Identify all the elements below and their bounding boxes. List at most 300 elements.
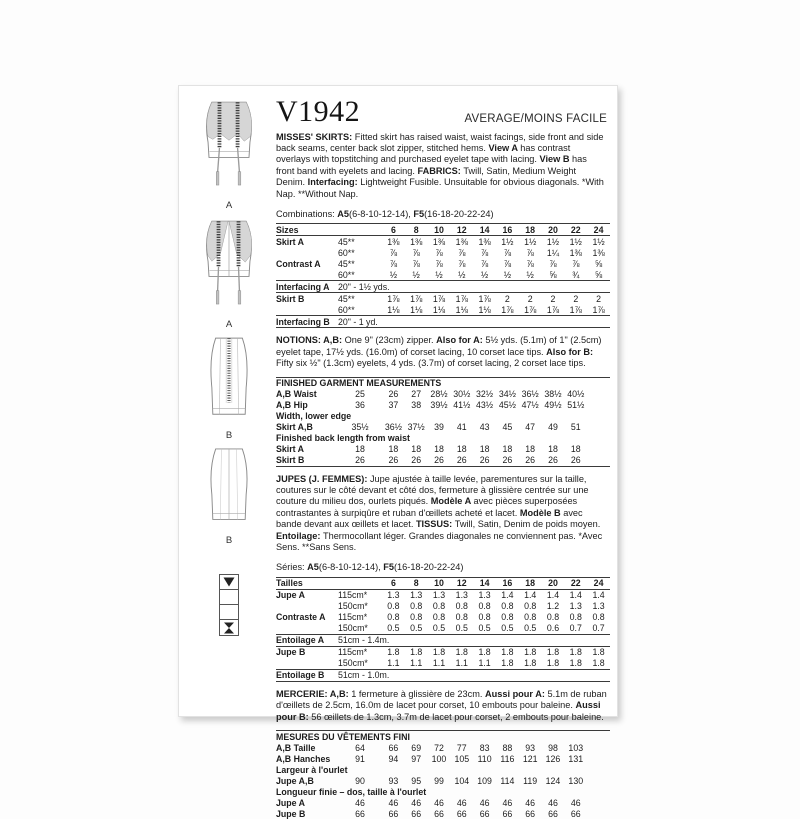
value-cell: 1⅛	[432, 304, 446, 315]
value-cell: 18	[388, 444, 399, 455]
value-cell: 46	[456, 797, 467, 808]
value-cell: 0.8	[569, 612, 582, 623]
spacer-cell	[587, 422, 610, 433]
spacer-cell	[587, 444, 610, 455]
row-label: Skirt A	[276, 444, 305, 455]
text-segment: has contrast overlays with topstitching and purchased eyelet tape with lacing.	[276, 142, 571, 165]
value-cell: 46	[548, 797, 558, 808]
value-cell: 18	[548, 444, 558, 455]
table-row	[276, 731, 610, 743]
value-cell: 114	[500, 775, 515, 786]
size-header-value: 12	[450, 224, 473, 236]
value-cell: 38	[411, 400, 422, 411]
value-cell: 1⅜	[569, 247, 582, 258]
table-row	[276, 304, 610, 316]
value-cell: 1.1	[432, 658, 446, 669]
row-label: Entoilage B	[276, 669, 338, 681]
value-cell: ⅞	[503, 258, 512, 269]
series-line	[276, 562, 607, 573]
value-cell: 0.8	[592, 612, 605, 623]
spacer-cell	[587, 797, 610, 808]
value-cell: 0.5	[524, 623, 537, 634]
value-cell: 0.8	[387, 601, 400, 612]
table-row	[276, 433, 610, 444]
row-label	[276, 304, 338, 316]
value-cell: 0.8	[501, 601, 514, 612]
size-header-value: 6	[382, 224, 405, 236]
text-segment: Thermocollant léger. Grandes diagonales ne conviennent pas. *Avec Sens. **Sans Sens.	[276, 530, 603, 552]
value-cell: ⅞	[412, 247, 420, 258]
value-cell: 2	[496, 293, 519, 305]
text-segment: (16-18-20-22-24)	[393, 562, 464, 573]
value-cell: 26	[548, 455, 558, 466]
row-label: Finished back length from waist	[276, 433, 410, 444]
table-row	[276, 669, 610, 681]
table-row	[276, 786, 610, 797]
value-cell: 18	[434, 444, 444, 455]
table-row	[276, 400, 610, 411]
value-cell: 119	[523, 775, 538, 786]
value-cell: 1⅜	[592, 247, 605, 258]
value-cell: 99	[434, 775, 444, 786]
value-cell: ⅝	[594, 269, 603, 280]
view-a-back-figure	[189, 217, 269, 330]
value-cell: 66	[479, 808, 490, 819]
text-segment: Twill, Satin, Medium Weight Denim.	[276, 165, 577, 188]
value-cell: 46	[434, 797, 444, 808]
value-cell: 2	[587, 293, 610, 305]
header	[276, 95, 607, 128]
value-cell: 66	[411, 808, 422, 819]
value-cell: 32½	[476, 389, 494, 400]
value-cell: 0.6	[546, 623, 560, 634]
value-cell: 38½	[544, 389, 562, 400]
bold-text-segment: Interfacing:	[307, 177, 361, 188]
value-cell: 1.3	[455, 590, 468, 601]
view-a-back-label: A	[225, 319, 233, 330]
value-cell: 27	[411, 389, 422, 400]
value-cell: 51½	[567, 400, 585, 411]
fabric-width-label: 45**	[338, 258, 355, 269]
row-label: Contrast A	[276, 258, 321, 269]
spacer-cell	[587, 455, 610, 467]
table-row	[276, 658, 610, 670]
value-cell: 0.8	[501, 612, 514, 623]
value-cell: ⅞	[458, 258, 466, 269]
row-label: A,B Hip	[276, 400, 308, 411]
text-segment: Séries:	[276, 562, 308, 573]
value-cell: ⅝	[549, 269, 557, 280]
value-cell: 1½	[524, 236, 537, 247]
table-row	[276, 797, 610, 808]
value-cell: 0.8	[387, 612, 400, 623]
notions-paragraph	[276, 335, 607, 369]
row-label: Entoilage A	[276, 634, 338, 646]
row-label: Interfacing B	[276, 316, 338, 328]
view-a-front-figure	[189, 98, 269, 211]
text-segment: has front band with eyelets and lacing.	[276, 154, 587, 176]
value-cell: 66	[388, 742, 399, 753]
value-cell: 124	[545, 775, 561, 786]
view-b-front-label: B	[225, 430, 233, 441]
fabric-width-label: 150cm*	[338, 623, 368, 634]
value-cell: 95	[411, 775, 422, 786]
size-header-value: 24	[587, 224, 610, 236]
value-cell: 34½	[498, 389, 516, 400]
fabric-width-label: 115cm*	[338, 646, 382, 658]
view-a-back-drawing	[189, 217, 269, 313]
value-cell: 47	[525, 422, 536, 433]
value-cell: 0.5	[432, 623, 446, 634]
row-label: Jupe A	[276, 590, 306, 601]
table-row	[276, 577, 610, 589]
value-cell: 18	[570, 444, 581, 455]
value-cell: 1.8	[428, 646, 451, 658]
description-english	[276, 132, 607, 200]
size-header-value: 6	[382, 577, 405, 589]
value-cell: 26	[479, 455, 490, 466]
value-cell: 1⅞	[524, 304, 537, 315]
size-header-value: 20	[542, 224, 565, 236]
value-cell: 45	[502, 422, 513, 433]
value-cell: 1½	[592, 236, 605, 247]
bold-text-segment: Also for B:	[546, 346, 594, 357]
value-cell: 18	[525, 444, 536, 455]
value-cell: 72	[434, 742, 444, 753]
bold-text-segment: View A	[488, 142, 521, 153]
value-cell: 1.8	[519, 646, 542, 658]
value-cell: ⅞	[458, 247, 466, 258]
table-title: MESURES DU VÊTEMENTS FINI	[276, 731, 610, 743]
value-cell: 93	[525, 742, 536, 753]
yardage-table-english	[276, 223, 610, 328]
value-cell: 1⅜	[410, 236, 423, 247]
value-cell: 0.8	[455, 612, 468, 623]
value-cell: 1⅞	[569, 304, 582, 315]
value-cell: ½	[480, 269, 489, 280]
view-a-front-drawing	[189, 98, 269, 194]
value-cell: 1⅞	[450, 293, 473, 305]
value-cell: 1.8	[542, 646, 565, 658]
value-cell: 1⅞	[592, 304, 605, 315]
view-b-back-label: B	[225, 535, 233, 546]
spacer-cell	[587, 742, 610, 753]
value-cell: 49	[548, 422, 558, 433]
difficulty-rating: AVERAGE/MOINS FACILE	[464, 112, 607, 125]
value-cell: 1.8	[405, 646, 428, 658]
fabric-width-label: 45**	[338, 236, 355, 247]
value-cell: 26	[355, 455, 365, 466]
table-row	[276, 236, 610, 248]
size-header-value: 14	[473, 224, 496, 236]
size-header-label: Sizes	[276, 224, 338, 236]
value-cell: 64	[355, 742, 365, 753]
text-segment: 5.1m de ruban d'œillets de 2.5cm, 16.0m de lacet pour corset, 10 embouts pour baleine.	[276, 688, 607, 711]
layout-symbol-blank-cell	[220, 590, 238, 605]
value-cell: 116	[500, 753, 515, 764]
row-label: Jupe A,B	[276, 775, 314, 786]
fabric-width-label: 60**	[338, 304, 355, 315]
value-cell: 0.8	[546, 612, 560, 623]
value-cell: 18	[479, 444, 490, 455]
value-cell: 1⅜	[432, 236, 446, 247]
value-cell: 25	[355, 389, 365, 400]
value-cell: 46	[388, 797, 399, 808]
bold-text-segment: A5	[337, 208, 350, 219]
table-row	[276, 455, 610, 467]
fabric-width-label: 115cm*	[338, 612, 368, 623]
value-cell: 41	[456, 422, 467, 433]
text-segment: (16-18-20-22-24)	[424, 208, 494, 219]
fabric-width-label: 115cm*	[338, 590, 368, 601]
text-segment: Jupe ajustée à taille levée, parementures sur la taille, coutures sur le côté devant et côté dos, fermeture à glissière centrée sur une couture du milieu dos, ourlets piqués.	[276, 473, 589, 507]
text-segment: 1 fermeture à glissière de 23cm.	[351, 688, 485, 699]
value-cell: 18	[502, 444, 513, 455]
size-header-value: 24	[587, 577, 610, 589]
row-label: Jupe B	[276, 646, 338, 658]
bold-text-segment: Aussi pour B:	[276, 700, 601, 722]
bold-text-segment: MISSES' SKIRTS:	[276, 131, 355, 142]
value-cell: ⅞	[435, 258, 443, 269]
value-cell: 26	[456, 455, 467, 466]
size-header-value: 22	[564, 224, 587, 236]
value-cell: 35½	[351, 422, 369, 433]
value-cell: 1.8	[564, 646, 587, 658]
value-cell: 1.8	[592, 658, 605, 669]
value-cell: ⅞	[412, 258, 420, 269]
row-label	[276, 601, 338, 612]
table-row	[276, 444, 610, 455]
value-cell: 26	[525, 455, 536, 466]
row-label	[276, 623, 338, 635]
value-cell: 51	[570, 422, 581, 433]
value-cell: ½	[458, 269, 466, 280]
row-label: Interfacing A	[276, 281, 338, 293]
bold-text-segment: View B	[539, 154, 573, 165]
value-cell: 39½	[430, 400, 448, 411]
value-cell: 39	[434, 422, 444, 433]
value-cell: 91	[355, 753, 365, 764]
size-header-value: 14	[473, 577, 496, 589]
text-segment: Fitted skirt has raised waist, waist facings, side front and side back seams, center back slot zipper, stitched hems.	[276, 131, 604, 153]
value-cell: 0.8	[410, 601, 423, 612]
value-cell: 98	[548, 742, 558, 753]
value-cell: 1⅞	[428, 293, 451, 305]
value-cell: 109	[477, 775, 492, 786]
finished-measurements-table-french	[276, 730, 610, 819]
value-cell: 1⅞	[546, 304, 560, 315]
table-row	[276, 601, 610, 612]
value-cell: 1.3	[432, 590, 446, 601]
value-cell: ⅞	[389, 247, 398, 258]
view-b-back-figure	[189, 447, 269, 546]
bold-text-segment: F5	[413, 208, 425, 219]
size-header-value: 8	[405, 224, 428, 236]
value-cell: 1.8	[546, 658, 560, 669]
value-cell: 2	[519, 293, 542, 305]
size-header-value: 16	[496, 577, 519, 589]
table-row	[276, 269, 610, 281]
value-cell: 49½	[544, 400, 562, 411]
value-cell: 18	[411, 444, 422, 455]
value-cell: 121	[522, 753, 538, 764]
text-segment: (6-8-10-12-14),	[318, 562, 384, 573]
value-cell: 1⅜	[387, 236, 400, 247]
table-row	[276, 764, 610, 775]
spacer-cell	[587, 775, 610, 786]
table-row	[276, 258, 610, 269]
value-cell: 1.1	[455, 658, 468, 669]
size-header-value: 8	[405, 577, 428, 589]
value-cell: 18	[355, 444, 365, 455]
value-cell: 0.8	[524, 601, 537, 612]
value-cell: 43½	[476, 400, 494, 411]
value-cell: 1⅛	[455, 304, 468, 315]
row-label: Skirt B	[276, 455, 305, 466]
value-cell: 100	[431, 753, 447, 764]
text-column	[276, 95, 607, 819]
size-header-value: 10	[428, 224, 451, 236]
value-cell: 66	[388, 808, 399, 819]
row-label: A,B Taille	[276, 742, 316, 753]
value-cell: 46	[479, 797, 490, 808]
value-cell: 46	[570, 797, 581, 808]
bold-text-segment: A5	[307, 562, 319, 573]
value-cell: 36½	[384, 422, 402, 433]
fabric-width-label: 60**	[338, 247, 355, 258]
value-cell: 66	[456, 808, 467, 819]
fabric-width-label: 150cm*	[338, 658, 368, 669]
value-cell: 1⅛	[387, 304, 400, 315]
value-cell: 46	[525, 797, 536, 808]
text-segment: Twill, Satin, Denim de poids moyen.	[454, 519, 601, 530]
bold-text-segment: Entoilage:	[276, 530, 323, 541]
illustration-column	[187, 98, 271, 716]
value-cell: 26	[388, 389, 399, 400]
description-french	[276, 474, 607, 554]
value-cell: 36½	[521, 389, 539, 400]
value-cell: 103	[568, 742, 584, 753]
cutting-layout-symbols	[219, 574, 239, 636]
table-title: FINISHED GARMENT MEASUREMENTS	[276, 377, 610, 389]
value-cell: ⅞	[435, 247, 443, 258]
value-cell: ⅞	[526, 247, 534, 258]
value-cell: 0.5	[501, 623, 514, 634]
value-cell: 97	[411, 753, 422, 764]
value-cell: 1½	[501, 236, 514, 247]
bold-text-segment: F5	[383, 562, 394, 573]
with-nap-icon	[220, 575, 238, 590]
layout-symbol-blank-cell	[220, 605, 238, 620]
value-cell: 66	[502, 808, 513, 819]
table-row	[276, 634, 610, 646]
value-cell: 1.8	[496, 646, 519, 658]
fabric-width-label: 45**	[338, 293, 382, 305]
table-row	[276, 247, 610, 258]
spacer-cell	[338, 224, 382, 236]
value-cell: 1.4	[524, 590, 537, 601]
table-row	[276, 316, 610, 328]
fabric-width-label: 60**	[338, 269, 355, 280]
value-cell: 1.4	[592, 590, 605, 601]
row-label: A,B Hanches	[276, 753, 331, 764]
row-label	[276, 269, 338, 281]
value-cell: 1.8	[382, 646, 405, 658]
value-cell: 1.3	[478, 590, 491, 601]
size-header-value: 20	[542, 577, 565, 589]
value-cell: 1⅜	[478, 236, 491, 247]
bold-text-segment: Aussi pour A:	[485, 688, 548, 699]
value-cell: 110	[477, 753, 492, 764]
row-label: Jupe B	[276, 808, 306, 819]
value-cell: 37½	[407, 422, 425, 433]
value-cell: 26	[434, 455, 444, 466]
value-cell: 83	[479, 742, 490, 753]
value-cell: 1.4	[546, 590, 560, 601]
bold-text-segment: JUPES (J. FEMMES):	[276, 473, 370, 484]
spacer-cell	[587, 808, 610, 819]
value-cell: 1⅛	[410, 304, 423, 315]
value-cell: 1.8	[450, 646, 473, 658]
spacer-cell	[587, 389, 610, 400]
value-cell: 47½	[521, 400, 539, 411]
value-cell: 69	[411, 742, 422, 753]
spacer-cell	[587, 753, 610, 764]
value-cell: 0.8	[524, 612, 537, 623]
value-cell: 88	[502, 742, 513, 753]
value-cell: ½	[526, 269, 534, 280]
value-cell: 93	[388, 775, 399, 786]
span-value: 51cm - 1.4m.	[338, 634, 610, 646]
value-cell: 131	[568, 753, 584, 764]
value-cell: ⅝	[594, 258, 603, 269]
row-label: Contraste A	[276, 612, 326, 623]
bold-text-segment: TISSUS:	[415, 519, 455, 530]
view-b-back-drawing	[189, 447, 269, 529]
value-cell: ⅞	[389, 258, 398, 269]
text-segment: avec pièces superposées contrastantes à surpiqûre et ruban d'œillets acheté et lacet.	[276, 496, 578, 518]
row-label: A,B Waist	[276, 389, 317, 400]
value-cell: 43	[479, 422, 490, 433]
value-cell: 1.8	[473, 646, 496, 658]
bold-text-segment: FABRICS:	[417, 165, 464, 176]
value-cell: ½	[503, 269, 512, 280]
spacer-cell	[587, 400, 610, 411]
table-row	[276, 753, 610, 764]
value-cell: 0.7	[592, 623, 605, 634]
value-cell: 66	[525, 808, 536, 819]
value-cell: 94	[388, 753, 399, 764]
without-nap-icon	[220, 620, 238, 635]
value-cell: ⅞	[572, 258, 580, 269]
value-cell: 30½	[453, 389, 471, 400]
table-row	[276, 411, 610, 422]
value-cell: 1.3	[592, 601, 605, 612]
text-segment: Combinations:	[276, 208, 338, 219]
span-value: 51cm - 1.0m.	[338, 669, 610, 681]
row-label: Skirt A	[276, 236, 305, 247]
value-cell: 41½	[453, 400, 471, 411]
text-segment: (6-8-10-12-14),	[349, 208, 414, 219]
size-header-value: 22	[564, 577, 587, 589]
bold-text-segment: Modèle A	[430, 496, 474, 507]
value-cell: 1¼	[546, 247, 560, 258]
row-label: Width, lower edge	[276, 411, 352, 422]
table-row	[276, 224, 610, 236]
value-cell: ½	[435, 269, 443, 280]
view-a-front-label: A	[225, 200, 233, 211]
value-cell: 1.8	[524, 658, 537, 669]
